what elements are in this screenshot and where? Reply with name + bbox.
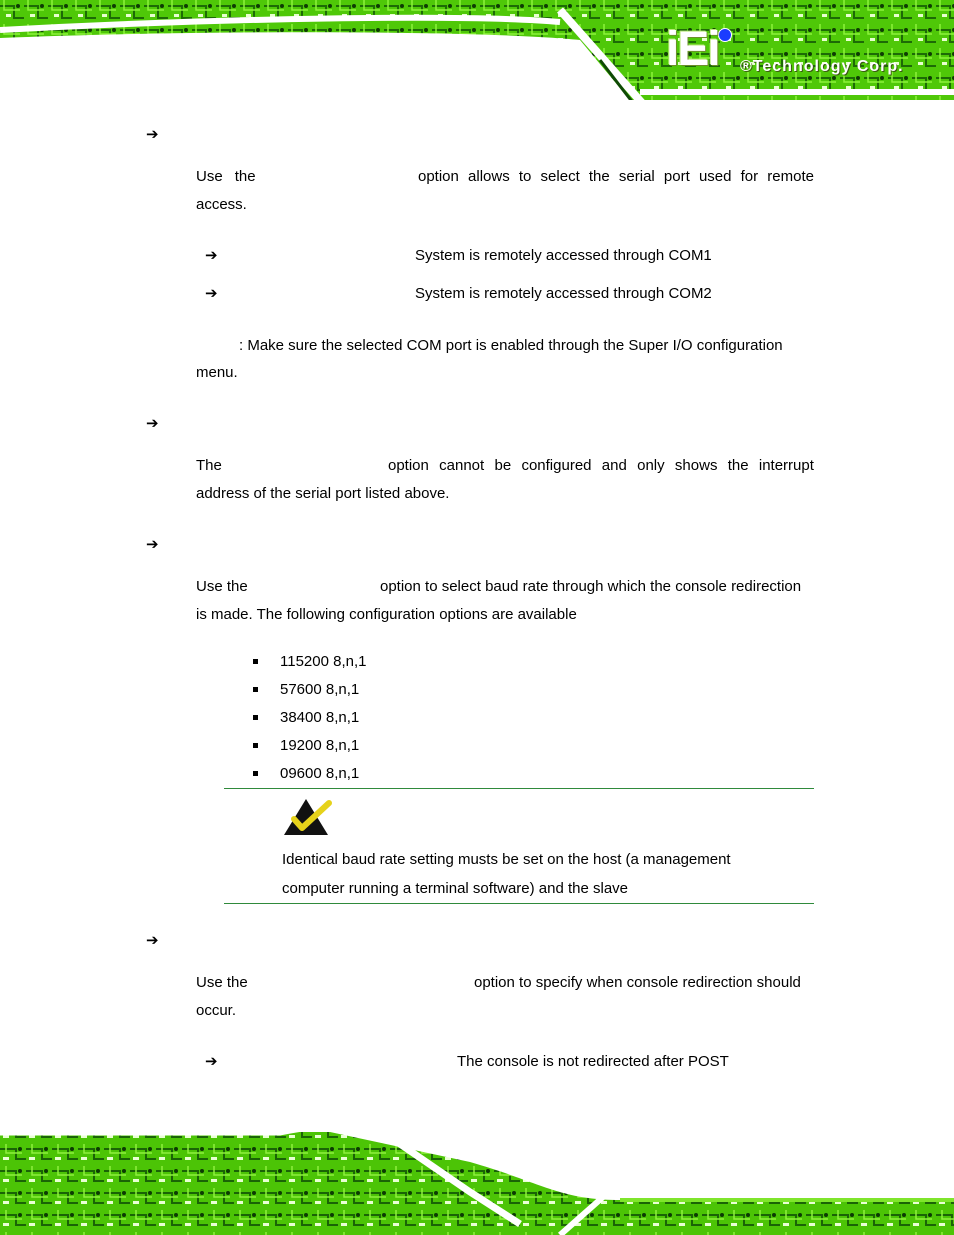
serial-port-note-line2: menu. [196, 364, 238, 381]
header-circuit-board-art [0, 0, 954, 112]
section-arrow-icon: ➔ [146, 125, 159, 143]
redirection-line2: occur. [196, 1002, 237, 1019]
option-arrow-icon: ➔ [205, 284, 218, 302]
footer-circuit-board-art [0, 1122, 954, 1235]
page-header [0, 0, 954, 112]
note-checkmark-icon [282, 797, 332, 837]
section-arrow-icon: ➔ [146, 931, 159, 949]
bullet-icon [253, 687, 258, 692]
option-arrow-icon: ➔ [205, 246, 218, 264]
bullet-icon [253, 659, 258, 664]
interrupt-line2: address of the serial port listed above. [196, 485, 450, 502]
serial-port-intro-line1: Use the option allows to select the serial port used for remote [196, 168, 814, 185]
baud-rate-option: 57600 8,n,1 [280, 681, 360, 698]
baud-rate-option: 09600 8,n,1 [280, 765, 360, 782]
redirection-line1-start: Use the [196, 974, 248, 991]
baud-rate-line1-end: option to select baud rate through which the console redirection [380, 578, 802, 595]
baud-rate-note-line2: computer running a terminal software) and the slave [282, 880, 629, 897]
bullet-icon [253, 771, 258, 776]
interrupt-line1: The option cannot be configured and only shows the interrupt [196, 457, 814, 474]
serial-port-option-com1-desc: System is remotely accessed through COM1 [415, 247, 712, 264]
brand-logo: iEi [666, 23, 719, 76]
page-footer [0, 1122, 954, 1235]
note-bottom-divider [224, 903, 814, 904]
brand-tagline: ®Technology Corp. [740, 58, 904, 75]
section-arrow-icon: ➔ [146, 414, 159, 432]
serial-port-intro-line2: access. [196, 196, 247, 213]
baud-rate-line1-start: Use the [196, 578, 248, 595]
baud-rate-option: 19200 8,n,1 [280, 737, 360, 754]
redirection-line1-end: option to specify when console redirection should [474, 974, 801, 991]
note-top-divider [224, 788, 814, 789]
brand-logo-dot [718, 28, 732, 42]
bullet-icon [253, 715, 258, 720]
baud-rate-option: 38400 8,n,1 [280, 709, 360, 726]
baud-rate-option: 115200 8,n,1 [280, 653, 367, 670]
baud-rate-note-line1: Identical baud rate setting musts be set on the host (a management [282, 851, 731, 868]
serial-port-option-com2-desc: System is remotely accessed through COM2 [415, 285, 712, 302]
option-arrow-icon: ➔ [205, 1052, 218, 1070]
section-arrow-icon: ➔ [146, 535, 159, 553]
baud-rate-line2: is made. The following configuration options are available [196, 606, 577, 623]
serial-port-note-line1: : Make sure the selected COM port is enabled through the Super I/O configuration [239, 337, 783, 354]
bullet-icon [253, 743, 258, 748]
redirection-option-desc: The console is not redirected after POST [457, 1053, 729, 1070]
